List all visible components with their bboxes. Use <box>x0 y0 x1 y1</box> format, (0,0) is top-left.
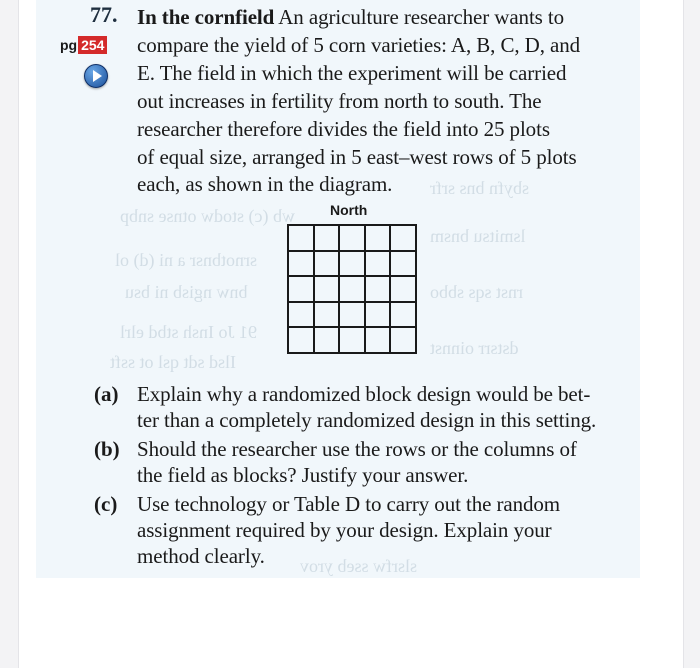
bleed-through-texture: Ilsd sdt qsl ot ssft <box>110 352 237 372</box>
play-video-icon[interactable] <box>84 64 108 88</box>
bleed-through-texture: lsmitsu bnsm <box>430 226 526 246</box>
part-c-label: (c) <box>94 492 118 516</box>
problem-line: researcher therefore divides the field into 25 plots <box>137 117 550 141</box>
plot-cell <box>390 251 416 277</box>
part-c-line: Use technology or Table D to carry out the random <box>137 492 561 516</box>
field-plot-grid <box>287 224 417 354</box>
page-ref-prefix: pg <box>60 37 78 53</box>
plot-cell <box>314 302 340 328</box>
problem-line: of equal size, arranged in 5 east–west rows of 5 plots <box>137 145 577 169</box>
plot-cell <box>390 327 416 353</box>
part-b-line: the field as blocks? Justify your answer. <box>137 463 469 487</box>
problem-line: each, as shown in the diagram. <box>137 172 393 196</box>
bleed-through-texture: wb (c) stodw otnse snbp <box>120 206 295 226</box>
diagram-north-label: North <box>330 202 368 218</box>
plot-cell <box>365 251 391 277</box>
problem-line: compare the yield of 5 corn varieties: A, B, C, D, and <box>137 33 581 57</box>
part-b-line: Should the researcher use the rows or the columns of <box>137 437 577 461</box>
plot-cell <box>314 251 340 277</box>
part-c-line: assignment required by your design. Explain your <box>137 518 552 542</box>
page-reference-link[interactable] <box>60 34 107 56</box>
plot-cell <box>390 276 416 302</box>
plot-cell <box>314 276 340 302</box>
part-b-label: (b) <box>94 437 120 461</box>
plot-cell <box>339 302 365 328</box>
plot-cell <box>390 302 416 328</box>
problem-number: 77. <box>90 2 118 27</box>
part-a-line: Explain why a randomized block design would be bet- <box>137 382 591 406</box>
bleed-through-texture: rnst sqs sbbo <box>430 282 524 302</box>
plot-cell <box>365 276 391 302</box>
part-a-label: (a) <box>94 382 119 406</box>
bleed-through-texture: sbyfn bns srfr <box>430 178 529 198</box>
plot-cell <box>288 251 314 277</box>
plot-cell <box>314 327 340 353</box>
part-a-line: ter than a completely randomized design in this setting. <box>137 408 597 432</box>
plot-cell <box>339 251 365 277</box>
bleed-through-texture: srnotbnsr a ni (d) ol <box>115 250 257 270</box>
bleed-through-texture: 91 Jo Insh stbd elrl <box>120 322 257 342</box>
problem-title: In the cornfield <box>137 5 275 29</box>
problem-line: In the cornfield An agriculture researcher wants to <box>137 5 565 29</box>
part-c-line: method clearly. <box>137 544 265 568</box>
bleed-through-texture: dstsrr oinnst <box>430 338 519 358</box>
problem-line: E. The field in which the experiment will be carried <box>137 61 567 85</box>
plot-cell <box>339 276 365 302</box>
plot-cell <box>365 225 391 251</box>
plot-cell <box>365 327 391 353</box>
plot-cell <box>288 302 314 328</box>
page-ref-number: 254 <box>78 36 107 54</box>
plot-cell <box>339 225 365 251</box>
plot-cell <box>314 225 340 251</box>
plot-cell <box>288 276 314 302</box>
plot-cell <box>339 327 365 353</box>
bleed-through-texture: bnw ngisb ni bsu <box>125 282 248 302</box>
bleed-through-texture: slsrfw sseb yrov <box>300 556 417 576</box>
plot-cell <box>365 302 391 328</box>
plot-cell <box>288 225 314 251</box>
problem-line: out increases in fertility from north to south. The <box>137 89 542 113</box>
plot-cell <box>288 327 314 353</box>
plot-cell <box>390 225 416 251</box>
